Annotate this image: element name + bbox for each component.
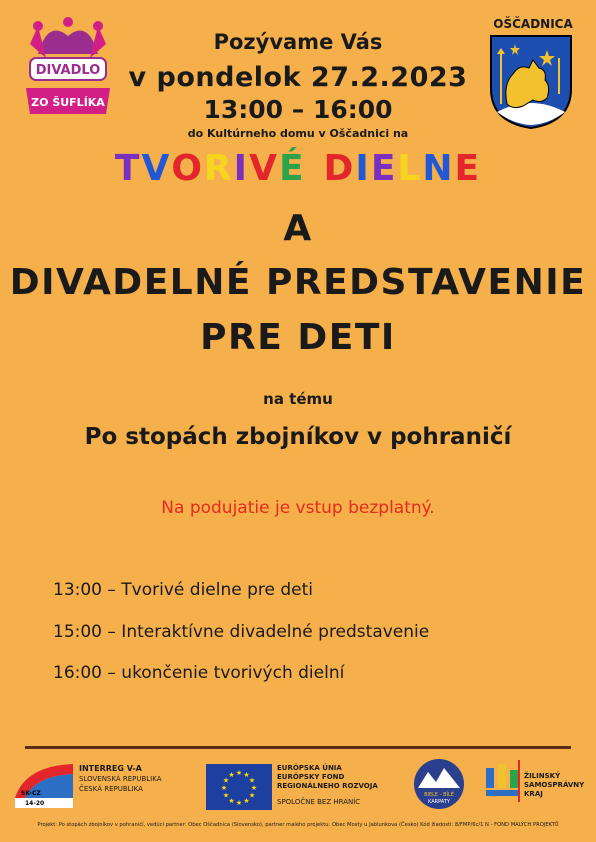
zsk-emblem-icon bbox=[484, 758, 522, 804]
free-entry-note: Na podujatie je vstup bezplatný. bbox=[161, 498, 435, 518]
title-letter: R bbox=[203, 148, 234, 189]
interreg-title: INTERREG V-A bbox=[79, 764, 142, 773]
divadlo-logo-line2: ZO ŠUFLÍKA bbox=[31, 96, 105, 109]
event-time: 13:00 – 16:00 bbox=[203, 95, 393, 124]
title-letter: D bbox=[323, 148, 356, 189]
event-date: v pondelok 27.2.2023 bbox=[128, 62, 468, 93]
karpaty-line2: KARPATY bbox=[428, 799, 450, 805]
topic: Po stopách zbojníkov v pohraničí bbox=[84, 424, 512, 450]
eu-star-icon: ★ bbox=[220, 784, 228, 792]
zsk-text bbox=[524, 772, 584, 799]
interreg-cz: ČESKÁ REPUBLIKA bbox=[79, 785, 143, 793]
topic-intro: na tému bbox=[263, 390, 333, 408]
title-letter: L bbox=[397, 148, 423, 189]
eu-star-icon: ★ bbox=[250, 784, 258, 792]
eu-star-icon: ★ bbox=[222, 776, 230, 785]
program-item: 16:00 – ukončenie tvorivých dielní bbox=[53, 663, 345, 683]
eu-star-icon: ★ bbox=[243, 771, 250, 780]
eu-star-icon: ★ bbox=[228, 771, 235, 780]
karpaty-logo bbox=[412, 758, 466, 810]
invite-line: Pozývame Vás bbox=[213, 30, 383, 54]
title-letter: V bbox=[249, 148, 279, 189]
zilinsky-kraj-logo bbox=[484, 758, 584, 810]
zsk-line2: SAMOSPRÁVNY bbox=[524, 781, 585, 789]
divadlo-logo-line1: DIVADLO bbox=[35, 63, 101, 78]
eu-star-icon: ★ bbox=[228, 796, 235, 805]
eu-flag-icon bbox=[206, 764, 272, 810]
eu-subtitle: SPOLOČNE BEZ HRANÍC bbox=[277, 798, 361, 806]
eu-star-icon: ★ bbox=[235, 769, 243, 777]
title-and: A bbox=[283, 208, 313, 249]
interreg-text bbox=[79, 764, 162, 794]
title-divadelne-predstavenie: DIVADELNÉ PREDSTAVENIE bbox=[9, 262, 587, 303]
title-letter: I bbox=[233, 148, 250, 189]
event-place: do Kultúrneho domu v Oščadnici na bbox=[187, 127, 409, 140]
title-letter: E bbox=[454, 148, 482, 189]
eu-logo bbox=[206, 758, 386, 812]
eu-line1: EURÓPSKA ÚNIA bbox=[277, 764, 342, 772]
title-letter: V bbox=[141, 148, 172, 189]
title-letter bbox=[306, 148, 324, 189]
eu-star-icon: ★ bbox=[222, 791, 230, 800]
interreg-code: SK-CZ bbox=[21, 790, 41, 797]
title-letter: É bbox=[278, 148, 306, 189]
eu-line2: EURÓPSKY FOND bbox=[277, 773, 345, 781]
eu-text bbox=[277, 764, 378, 791]
eu-line3: REGIONÁLNEHO ROZVOJA bbox=[277, 782, 378, 790]
zsk-line1: ŽILINSKÝ bbox=[524, 772, 561, 780]
interreg-years: 14-20 bbox=[25, 800, 45, 807]
crest-title: OŠČADNICA bbox=[493, 17, 573, 31]
title-letter: E bbox=[370, 148, 398, 189]
eu-star-icon: ★ bbox=[248, 791, 256, 800]
zsk-line3: KRAJ bbox=[524, 790, 543, 798]
interreg-mark bbox=[15, 758, 75, 808]
interreg-sk: SLOVENSKÁ REPUBLIKA bbox=[79, 775, 162, 783]
divider bbox=[25, 746, 571, 749]
program-item: 15:00 – Interaktívne divadelné predstavenie bbox=[53, 622, 430, 642]
interreg-logo bbox=[15, 758, 175, 812]
title-pre-deti: PRE DETI bbox=[200, 317, 396, 358]
program-item: 13:00 – Tvorivé dielne pre deti bbox=[53, 580, 314, 600]
title-letter: N bbox=[422, 148, 455, 189]
title-letter: O bbox=[171, 148, 204, 189]
eu-star-icon: ★ bbox=[243, 796, 250, 805]
title-letter: T bbox=[114, 148, 142, 189]
title-letter: I bbox=[355, 148, 371, 189]
eu-star-icon: ★ bbox=[248, 776, 256, 785]
project-footer-note: Projekt: Po stopách zbojníkov v pohraničí, vedúci partner: Obec Oščadnica (Slovensko), partner malého projektu: Obec Mosty u Jablunkova (Česko) Kód žiadosti: 8/FMP/6c/1 N - FOND MALÝCH PROJEKTŮ bbox=[37, 822, 559, 828]
eu-star-icon: ★ bbox=[235, 799, 243, 807]
title-tvorive-dielne bbox=[0, 148, 596, 189]
karpaty-line1: BIELE - BÍLÉ bbox=[424, 792, 454, 798]
